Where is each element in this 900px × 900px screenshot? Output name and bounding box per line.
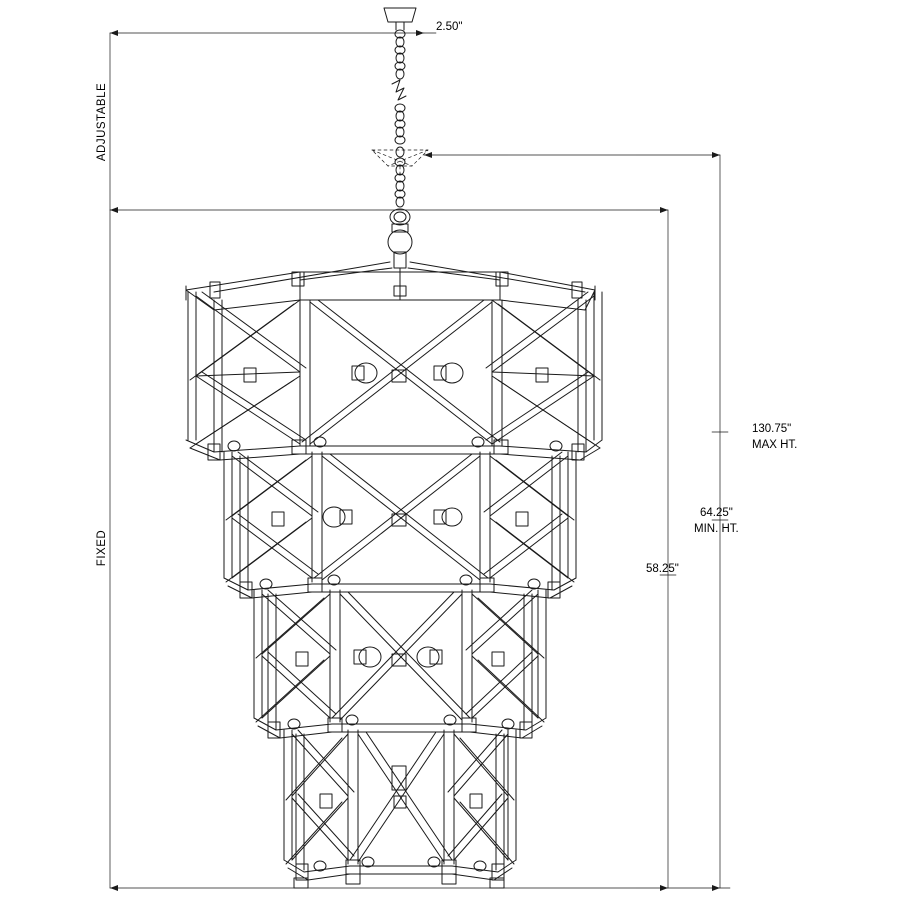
dim-max-height-note: MAX HT. xyxy=(752,439,798,451)
label-fixed: FIXED xyxy=(96,529,108,567)
tier-2 xyxy=(224,452,576,598)
dim-canopy-width: 2.50" xyxy=(436,21,463,33)
chain-links xyxy=(372,30,428,207)
dim-max-height: 130.75" xyxy=(752,423,792,435)
tier-3 xyxy=(254,590,546,738)
dim-min-height-note: MIN. HT. xyxy=(694,523,739,535)
dimension-lines xyxy=(110,33,730,888)
tier-4 xyxy=(284,730,516,888)
label-adjustable: ADJUSTABLE xyxy=(96,82,108,162)
dim-min-height: 64.25" xyxy=(700,507,733,519)
canopy-and-chain xyxy=(372,8,428,300)
bulbs-tier-1 xyxy=(352,363,463,383)
dimension-arrows xyxy=(110,30,720,891)
dim-body-height: 58.25" xyxy=(646,563,679,575)
